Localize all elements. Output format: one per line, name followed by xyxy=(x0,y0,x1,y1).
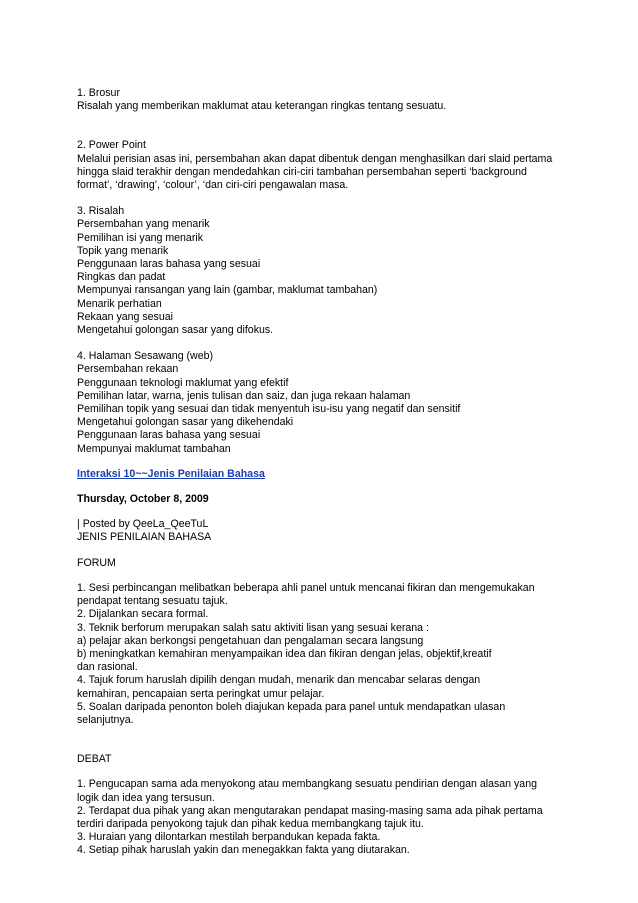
document-page xyxy=(77,87,587,858)
section-power-point xyxy=(77,139,587,192)
text-line: Mempunyai maklumat tambahan xyxy=(77,442,231,455)
text-line: Ringkas dan padat xyxy=(77,271,166,284)
text-line: format’, ‘drawing’, ‘colour’, ‘dan ciri-ciri pengawalan masa. xyxy=(77,179,349,192)
text-line: Menarik perhatian xyxy=(77,297,162,310)
text-line: 4. Setiap pihak haruslah yakin dan menegakkan fakta yang diutarakan. xyxy=(77,844,410,857)
section-title: 2. Power Point xyxy=(77,139,146,152)
text-line: Penggunaan teknologi maklumat yang efektif xyxy=(77,376,289,389)
text-line: a) pelajar akan berkongsi pengetahuan dan pengalaman secara langsung xyxy=(77,634,424,647)
section-debat xyxy=(77,753,587,857)
text-line: Risalah yang memberikan maklumat atau keterangan ringkas tentang sesuatu. xyxy=(77,100,447,113)
text-line: 1. Sesi perbincangan melibatkan beberapa ahli panel untuk mencanai fikiran dan mengemukakan xyxy=(77,581,535,594)
text-line: 3. Huraian yang dilontarkan mestilah berpandukan kepada fakta. xyxy=(77,831,381,844)
text-line: Pemilihan isi yang menarik xyxy=(77,231,204,244)
text-line: kemahiran, pencapaian serta peringkat umur pelajar. xyxy=(77,687,325,700)
section-forum xyxy=(77,557,587,727)
text-line: Penggunaan laras bahasa yang sesuai xyxy=(77,258,261,271)
text-line: Persembahan rekaan xyxy=(77,363,179,376)
text-line: 1. Pengucapan sama ada menyokong atau membangkang sesuatu pendirian dengan alasan yang xyxy=(77,778,537,791)
text-line: Topik yang menarik xyxy=(77,244,169,257)
text-line: 2. Dijalankan secara formal. xyxy=(77,608,209,621)
text-line: 2. Terdapat dua pihak yang akan mengutarakan pendapat masing-masing sama ada pihak pertama xyxy=(77,804,543,817)
text-line: Mempunyai ransangan yang lain (gambar, maklumat tambahan) xyxy=(77,284,378,297)
text-line: Persembahan yang menarik xyxy=(77,218,210,231)
post-header xyxy=(77,468,587,545)
text-line: Melalui perisian asas ini, persembahan akan dapat dibentuk dengan menghasilkan dari slaid pertama xyxy=(77,152,553,165)
text-line: selanjutnya. xyxy=(77,713,134,726)
text-line: hingga slaid terakhir dengan mendedahkan ciri-ciri tambahan persembahan seperti ‘background xyxy=(77,165,527,178)
section-title: DEBAT xyxy=(77,753,112,766)
text-line: Rekaan yang sesuai xyxy=(77,310,173,323)
text-line: dan rasional. xyxy=(77,661,138,674)
posted-by: | Posted by QeeLa_QeeTuL xyxy=(77,518,209,531)
text-line: Penggunaan laras bahasa yang sesuai xyxy=(77,429,261,442)
text-line: 3. Teknik berforum merupakan salah satu aktiviti lisan yang sesuai kerana : xyxy=(77,621,429,634)
text-line: logik dan idea yang tersusun. xyxy=(77,791,215,804)
text-line: 5. Soalan daripada penonton boleh diajukan kepada para panel untuk mendapatkan ulasan xyxy=(77,700,506,713)
text-line: Mengetahui golongan sasar yang dikehendaki xyxy=(77,416,294,429)
text-line: Mengetahui golongan sasar yang difokus. xyxy=(77,324,274,337)
section-brosur xyxy=(77,87,587,113)
post-date: Thursday, October 8, 2009 xyxy=(77,493,209,506)
section-title: FORUM xyxy=(77,556,116,569)
text-line: Pemilihan latar, warna, jenis tulisan dan saiz, dan juga rekaan halaman xyxy=(77,389,411,402)
text-line: Pemilihan topik yang sesuai dan tidak menyentuh isu-isu yang negatif dan sensitif xyxy=(77,403,461,416)
post-heading: JENIS PENILAIAN BAHASA xyxy=(77,531,212,544)
text-line: 4. Tajuk forum haruslah dipilih dengan mudah, menarik dan mencabar selaras dengan xyxy=(77,674,481,687)
text-line: pendapat tentang sesuatu tajuk. xyxy=(77,595,228,608)
section-title: 4. Halaman Sesawang (web) xyxy=(77,350,214,363)
section-halaman-sesawang xyxy=(77,350,587,456)
section-title: 1. Brosur xyxy=(77,87,120,99)
post-title-link[interactable]: Interaksi 10~~Jenis Penilaian Bahasa xyxy=(77,467,265,480)
section-title: 3. Risalah xyxy=(77,205,125,218)
section-risalah xyxy=(77,205,587,337)
text-line: b) meningkatkan kemahiran menyampaikan idea dan fikiran dengan jelas, objektif,kreatif xyxy=(77,647,492,660)
text-line: terdiri daripada penyokong tajuk dan pihak kedua membangkang tajuk itu. xyxy=(77,817,424,830)
